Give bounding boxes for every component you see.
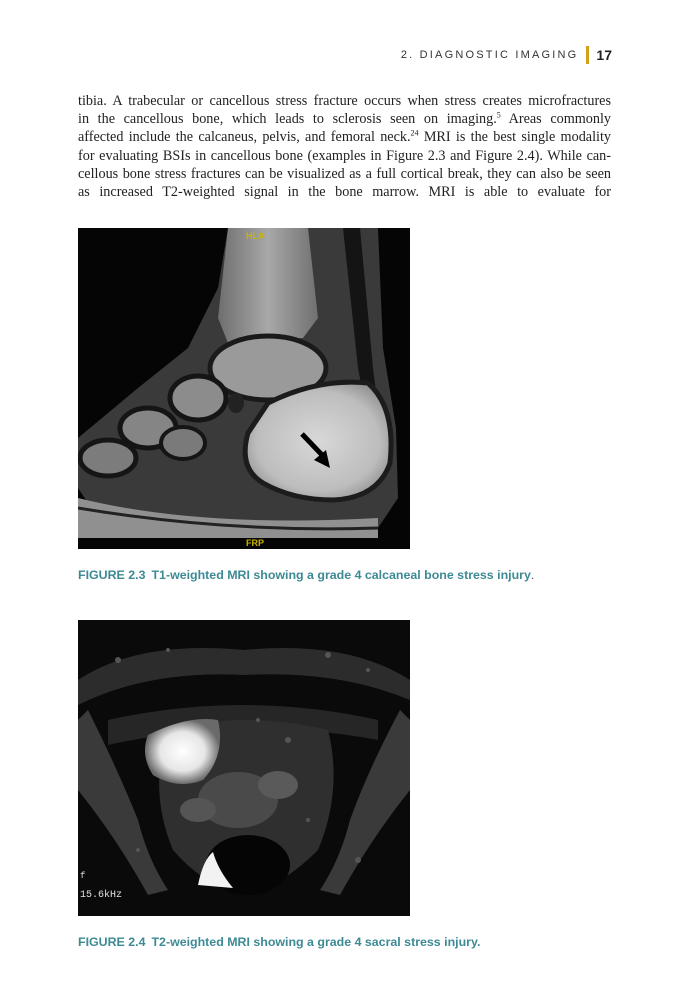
- body-line: as increased T2-weighted signal in the bone marrow. MRI is able to evaluate for: [78, 184, 611, 201]
- figure-2-4-mri-image: [78, 620, 410, 916]
- body-line-text: affected include the calcaneus, pelvis, and femoral neck.: [78, 129, 411, 146]
- running-head-divider: [586, 46, 589, 64]
- body-line-text: in the cancellous bone, which leads to sclerosis seen on imaging.: [78, 111, 497, 128]
- body-line: for evaluating BSIs in cancellous bone (examples in Figure 2.3 and Figure 2.4). While can-: [78, 147, 611, 164]
- running-head: [401, 46, 612, 64]
- body-line: [78, 128, 611, 146]
- body-paragraph: [78, 92, 611, 201]
- page-number: 17: [596, 47, 612, 63]
- citation-superscript: 5: [496, 110, 501, 120]
- figure-2-3-mri-image: [78, 228, 410, 549]
- caption-period: .: [530, 568, 535, 582]
- caption-text: T2-weighted MRI showing a grade 4 sacral stress injury.: [151, 935, 481, 949]
- body-line: [78, 110, 611, 128]
- overlay-corner-label: 15.6kHz: [80, 890, 123, 901]
- overlay-label-bottom: FRP: [246, 538, 264, 548]
- body-line-text: MRI is the best single modality: [418, 129, 611, 146]
- sacrum-mri-illustration: [78, 620, 410, 916]
- body-line: cellous bone stress fractures can be visualized as a full cortical break, they can also be seen: [78, 165, 611, 182]
- running-head-section: 2. DIAGNOSTIC IMAGING: [400, 49, 579, 61]
- body-line-text: Areas commonly: [500, 111, 611, 128]
- overlay-label-top: HLA: [246, 231, 265, 241]
- figure-label: FIGURE 2.3: [78, 568, 146, 582]
- caption-text: T1-weighted MRI showing a grade 4 calcaneal bone stress injury: [151, 568, 531, 582]
- body-line: tibia. A trabecular or cancellous stress fracture occurs when stress creates microfractures: [78, 93, 611, 109]
- citation-superscript: 24: [410, 128, 419, 138]
- figure-label: FIGURE 2.4: [78, 935, 146, 949]
- figure-2-4-caption: [78, 935, 480, 949]
- overlay-corner-top: f: [80, 871, 86, 881]
- figure-2-3-caption: [78, 568, 534, 582]
- ankle-mri-illustration: [78, 228, 410, 549]
